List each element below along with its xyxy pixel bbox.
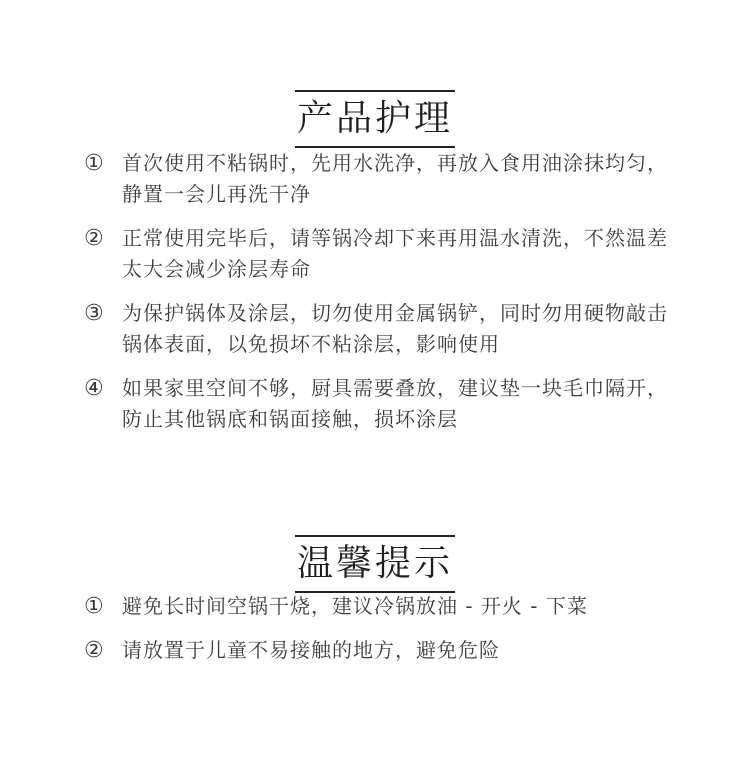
list-item-number: ①: [84, 594, 105, 619]
warm-tips-section: [0, 505, 750, 663]
list-item-number: ②: [84, 226, 105, 251]
list-item: [0, 373, 750, 435]
list-item-number: ④: [84, 376, 105, 401]
list-item: [0, 635, 750, 666]
list-item: [0, 591, 750, 622]
list-item: [0, 298, 750, 360]
list-item-text: 请放置于儿童不易接触的地方，避免危险: [122, 638, 500, 662]
product-care-section: [0, 60, 750, 431]
list-item-text: 为保护锅体及涂层，切勿使用金属锅铲，同时勿用硬物敲击锅体表面，以免损坏不粘涂层，影响使用: [122, 301, 668, 356]
list-item-text: 首次使用不粘锅时，先用水洗净，再放入食用油涂抹均匀，静置一会儿再洗干净: [122, 151, 668, 206]
warm-tips-title: 温馨提示: [295, 535, 455, 593]
list-item-text: 正常使用完毕后，请等锅冷却下来再用温水清洗，不然温差太大会减少涂层寿命: [122, 226, 668, 281]
list-item: [0, 223, 750, 285]
list-item-number: ③: [84, 301, 105, 326]
list-item-number: ②: [84, 638, 105, 663]
list-item-text: 避免长时间空锅干烧，建议冷锅放油 - 开火 - 下菜: [122, 594, 588, 618]
warm-tips-list: [0, 591, 750, 679]
list-item-number: ①: [84, 151, 105, 176]
list-item-text: 如果家里空间不够，厨具需要叠放，建议垫一块毛巾隔开，防止其他锅底和锅面接触，损坏涂层: [122, 376, 668, 431]
product-care-title: 产品护理: [295, 90, 455, 148]
list-item: [0, 148, 750, 210]
product-care-list: [0, 148, 750, 448]
